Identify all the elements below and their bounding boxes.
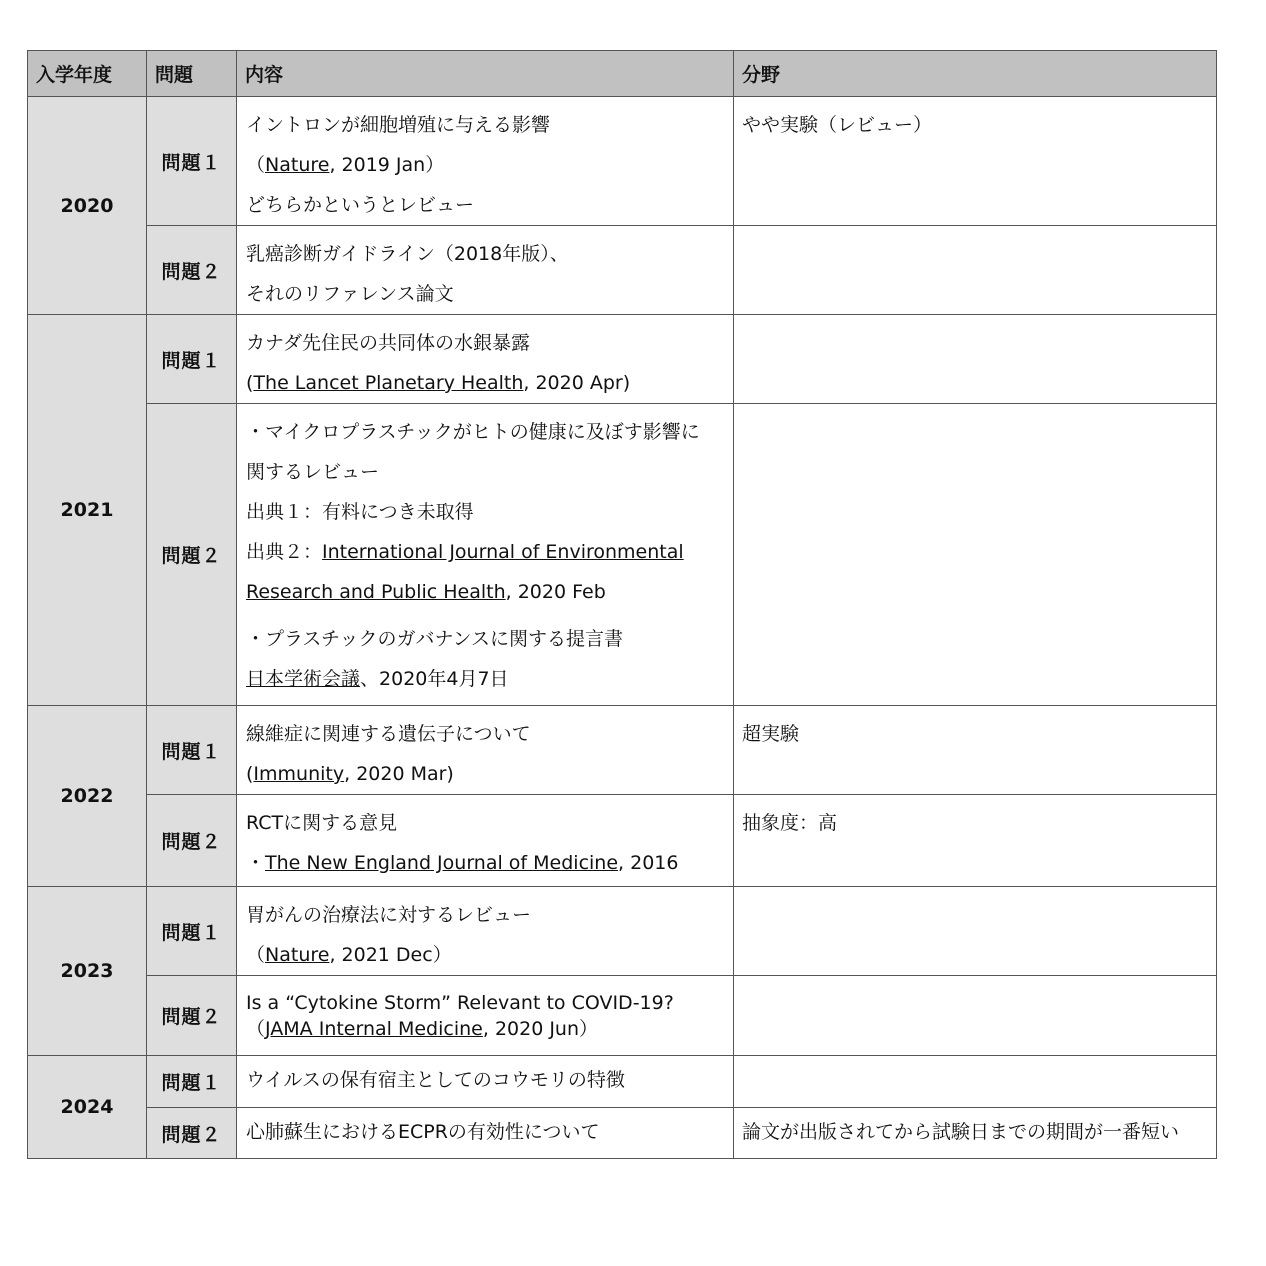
table-row <box>28 226 1217 315</box>
question-label: 問題１ <box>147 315 237 404</box>
content-line <box>246 1016 725 1042</box>
year-cell: 2022 <box>28 706 147 887</box>
question-label: 問題１ <box>147 1056 237 1108</box>
text-fragment: , 2020 Jun） <box>482 1018 599 1040</box>
table-row <box>28 404 1217 706</box>
question-label: 問題１ <box>147 97 237 226</box>
field-text: 論文が出版されてから試験日までの期間が一番短い <box>742 1121 1180 1143</box>
content-line: 心肺蘇生におけるECPRの有効性について <box>246 1121 600 1143</box>
field-text: 超実験 <box>742 723 800 745</box>
question-label: 問題１ <box>147 706 237 795</box>
spacer <box>246 612 725 619</box>
text-fragment: ( <box>246 763 254 785</box>
content-line: Is a “Cytokine Storm” Relevant to COVID-19? <box>246 992 674 1014</box>
text-fragment: （ <box>246 1018 266 1040</box>
journal-link[interactable]: The Lancet Planetary Health <box>253 372 524 394</box>
content-line: 線維症に関連する遺伝子について <box>246 723 531 745</box>
field-cell <box>734 404 1217 706</box>
field-cell <box>734 97 1217 226</box>
field-text: やや実験（レビュー） <box>742 114 933 136</box>
field-cell <box>734 706 1217 795</box>
content-cell <box>237 1108 734 1159</box>
header-question: 問題 <box>147 51 237 97</box>
content-line: イントロンが細胞増殖に与える影響 <box>246 114 551 136</box>
year-cell: 2023 <box>28 887 147 1056</box>
text-fragment: , 2020 Apr) <box>523 372 631 394</box>
journal-link[interactable]: The New England Journal of Medicine <box>265 852 619 874</box>
content-cell <box>237 1056 734 1108</box>
exam-table <box>27 50 1217 1159</box>
text-fragment: （ <box>246 944 266 966</box>
question-label: 問題１ <box>147 887 237 976</box>
content-line <box>246 145 725 185</box>
text-fragment: （ <box>246 154 266 176</box>
text-fragment: ( <box>246 372 254 394</box>
content-line <box>246 532 725 572</box>
content-cell <box>237 404 734 706</box>
header-field: 分野 <box>734 51 1217 97</box>
content-line: それのリファレンス論文 <box>246 283 454 305</box>
text-fragment: , 2016 <box>618 852 679 874</box>
content-cell <box>237 706 734 795</box>
header-row <box>28 51 1217 97</box>
header-content: 内容 <box>237 51 734 97</box>
journal-link[interactable]: JAMA Internal Medicine <box>265 1018 483 1040</box>
content-line: 出典１：有料につき未取得 <box>246 501 474 523</box>
question-label: 問題２ <box>147 1108 237 1159</box>
content-line: 関するレビュー <box>246 461 380 483</box>
content-line: どちらかというとレビュー <box>246 194 475 216</box>
content-line: 乳癌診断ガイドライン（2018年版）、 <box>246 243 569 265</box>
content-cell <box>237 97 734 226</box>
table-row <box>28 1108 1217 1159</box>
content-line <box>246 843 725 883</box>
journal-link[interactable]: Immunity <box>253 763 345 785</box>
journal-link[interactable]: Research and Public Health <box>246 581 506 603</box>
content-line: 胃がんの治療法に対するレビュー <box>246 904 532 926</box>
question-label: 問題２ <box>147 976 237 1056</box>
table-row <box>28 315 1217 404</box>
content-line <box>246 572 725 612</box>
table-row <box>28 976 1217 1056</box>
content-line: ・マイクロプラスチックがヒトの健康に及ぼす影響に <box>246 421 700 443</box>
journal-link[interactable]: Nature <box>265 944 330 966</box>
field-cell <box>734 1108 1217 1159</box>
table-row <box>28 887 1217 976</box>
field-cell <box>734 226 1217 315</box>
content-line: ・プラスチックのガバナンスに関する提言書 <box>246 628 623 650</box>
journal-link[interactable]: Nature <box>265 154 330 176</box>
text-fragment: ・ <box>246 852 266 874</box>
content-cell <box>237 795 734 887</box>
content-cell <box>237 887 734 976</box>
header-year: 入学年度 <box>28 51 147 97</box>
content-line <box>246 935 725 975</box>
question-label: 問題２ <box>147 226 237 315</box>
content-line: カナダ先住民の共同体の水銀暴露 <box>246 332 531 354</box>
text-fragment: , 2021 Dec） <box>329 944 452 966</box>
field-cell <box>734 315 1217 404</box>
text-fragment: 、2020年4月7日 <box>360 668 509 690</box>
content-line: ウイルスの保有宿主としてのコウモリの特徴 <box>246 1069 625 1091</box>
field-text: 抽象度：高 <box>742 812 838 834</box>
question-label: 問題２ <box>147 404 237 706</box>
year-cell: 2021 <box>28 315 147 706</box>
year-cell: 2024 <box>28 1056 147 1159</box>
table-row <box>28 795 1217 887</box>
source-link[interactable]: 日本学術会議 <box>246 668 361 690</box>
text-fragment: , 2019 Jan） <box>329 154 445 176</box>
field-cell <box>734 976 1217 1056</box>
field-cell <box>734 1056 1217 1108</box>
journal-link[interactable]: International Journal of Environmental <box>322 541 684 563</box>
content-line <box>246 754 725 794</box>
question-label: 問題２ <box>147 795 237 887</box>
content-line <box>246 659 725 699</box>
year-cell: 2020 <box>28 97 147 315</box>
content-line: RCTに関する意見 <box>246 812 398 834</box>
text-fragment: , 2020 Mar) <box>344 763 454 785</box>
table-row <box>28 706 1217 795</box>
content-cell <box>237 976 734 1056</box>
text-fragment: , 2020 Feb <box>505 581 606 603</box>
text-fragment: 出典２： <box>246 541 323 563</box>
content-cell <box>237 226 734 315</box>
field-cell <box>734 795 1217 887</box>
field-cell <box>734 887 1217 976</box>
table-row <box>28 1056 1217 1108</box>
table-row <box>28 97 1217 226</box>
content-line <box>246 363 725 403</box>
content-cell <box>237 315 734 404</box>
